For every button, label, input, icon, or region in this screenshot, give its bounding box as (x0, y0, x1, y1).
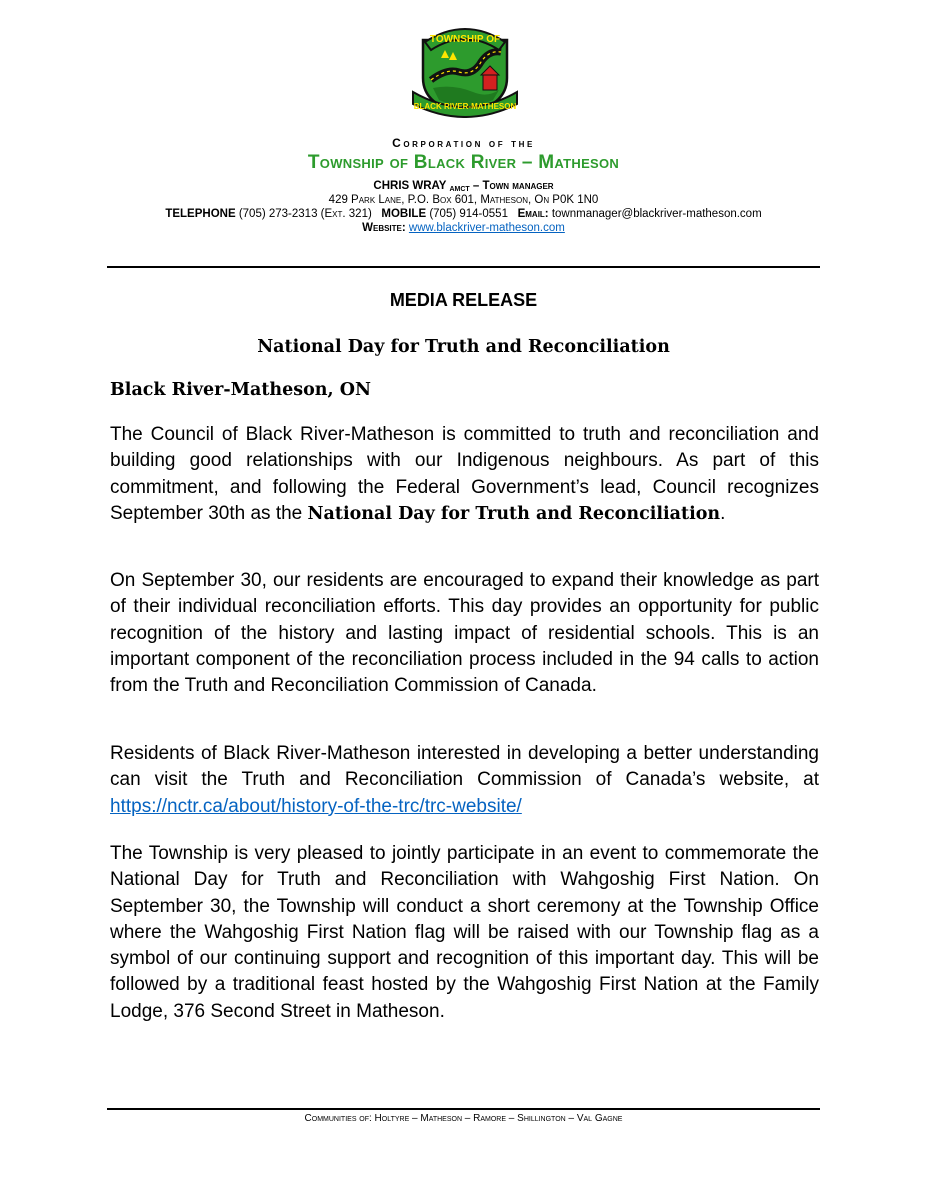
mobile-label: MOBILE (381, 208, 427, 220)
email-label: Email: (517, 208, 549, 220)
manager-name: CHRIS WRAY (373, 180, 447, 192)
telephone-number: (705) 273-2313 (Ext. 321) (238, 208, 372, 220)
paragraph-commitment-bold: National Day for Truth and Reconciliation (307, 503, 721, 524)
website-link[interactable]: www.blackriver-matheson.com (408, 222, 565, 234)
footer-divider (107, 1108, 820, 1110)
corporation-label: Corporation of the (392, 136, 535, 150)
township-name: Township of Black River – Matheson (307, 152, 620, 173)
release-title: National Day for Truth and Reconciliation (257, 337, 670, 357)
paragraph-residents: On September 30, our residents are encouraged to expand their knowledge as part of their individual reconciliation efforts. This day provides an opportunity for public recognition of the history and lasting impact of residential schools. This is an important component of the reconciliation process included in the 94 calls to action from the Truth and Reconciliation Commission of Canada. (110, 570, 819, 697)
website-line (0, 222, 927, 234)
dateline: Black River-Matheson, ON (110, 380, 371, 400)
paragraph-commitment-end: . (720, 502, 726, 524)
header-divider (107, 266, 820, 268)
manager-title: – Town manager (472, 180, 554, 192)
logo-bottom-text: BLACK RIVER-MATHESON (413, 102, 517, 111)
paragraph-commitment-text: The Council of Black River-Matheson is committed to truth and reconciliation and building good relationships with our Indigenous neighbours. As part of this commitment, and following the Federal Government’s lead, Council recognizes September 30th as the (110, 424, 819, 524)
mailing-address: 429 Park Lane, P.O. Box 601, Matheson, On P0K 1N0 (328, 194, 599, 206)
paragraph-event: The Township is very pleased to jointly participate in an event to commemorate the National Day for Truth and Reconciliation with Wahgoshig First Nation. On September 30, the Township will conduct a short ceremony at the Township Office where the Wahgoshig First Nation flag will be raised with our Township flag as a symbol of our continuing support and recognition of this important day. This will be followed by a traditional feast hosted by the Wahgoshig First Nation at the Family Lodge, 376 Second Street in Matheson. (110, 843, 819, 1022)
website-label: Website: (362, 222, 406, 234)
media-release-heading: MEDIA RELEASE (389, 290, 538, 310)
manager-line (0, 180, 927, 193)
manager-credential: AMCT (449, 186, 470, 193)
telephone-label: TELEPHONE (165, 208, 236, 220)
paragraph-website-text: Residents of Black River-Matheson interested in developing a better understanding can visit the Truth and Reconciliation Commission of Canada’s website, at (110, 743, 819, 791)
paragraph-website (110, 741, 819, 820)
trc-website-link[interactable]: https://nctr.ca/about/history-of-the-trc/trc-website/ (110, 795, 522, 817)
contact-line (0, 208, 927, 220)
mobile-number: (705) 914-0551 (429, 208, 508, 220)
township-logo (403, 18, 527, 118)
communities-footer: Communities of: Holtyre – Matheson – Ramore – Shillington – Val Gagne (304, 1113, 623, 1124)
logo-top-text: TOWNSHIP OF (429, 34, 501, 45)
paragraph-commitment (110, 422, 819, 527)
email-address: townmanager@blackriver-matheson.com (551, 208, 762, 220)
